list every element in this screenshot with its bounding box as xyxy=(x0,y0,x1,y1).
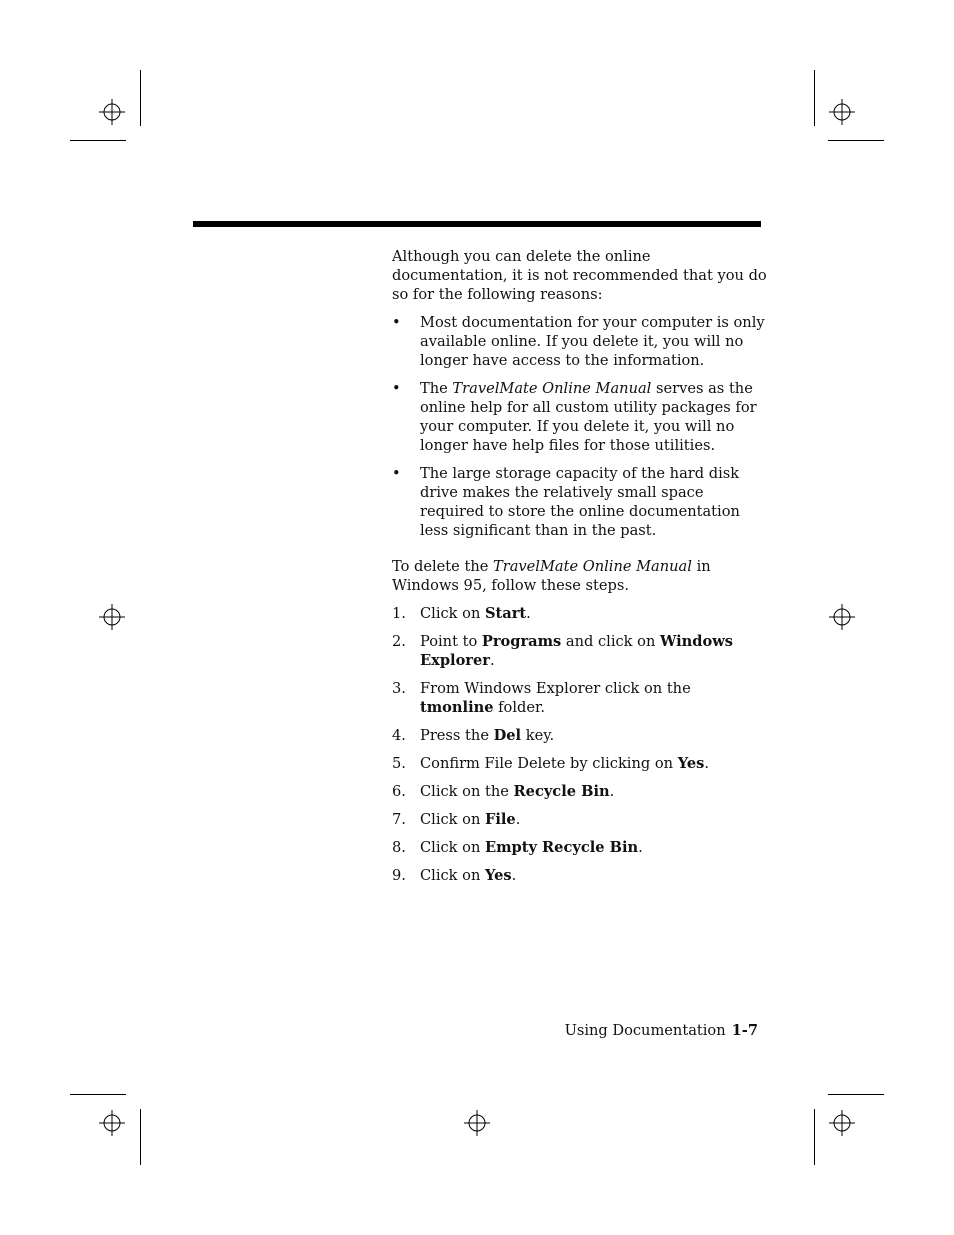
step-item: 4. Press the Del key. xyxy=(392,727,555,744)
step-number: 4. xyxy=(392,727,406,744)
crop-mark xyxy=(70,140,126,141)
crop-mark xyxy=(70,1094,126,1095)
list-item: • Most documentation for your computer is only available online. If you delete it, you will no longer have access to the information. xyxy=(392,314,765,369)
registration-mark-icon xyxy=(829,604,855,630)
step-number: 6. xyxy=(392,783,406,800)
step-item: 1. Click on Start. xyxy=(392,605,531,622)
body-text xyxy=(392,247,767,894)
crop-mark xyxy=(828,140,884,141)
manual-title: TravelMate Online Manual xyxy=(493,558,692,575)
bullet-icon: • xyxy=(392,314,401,331)
footer-section-title: Using Documentation xyxy=(564,1022,726,1039)
registration-mark-icon xyxy=(99,1110,125,1136)
step-item: 8. Click on Empty Recycle Bin. xyxy=(392,839,643,856)
registration-mark-icon xyxy=(829,1110,855,1136)
step-item: 2. Point to Programs and click on Windows Explorer. xyxy=(392,633,734,669)
crop-mark xyxy=(828,1094,884,1095)
reasons-list xyxy=(392,313,767,540)
steps-list xyxy=(392,604,767,885)
step-item: 7. Click on File. xyxy=(392,811,521,828)
step-item: 9. Click on Yes. xyxy=(392,867,517,884)
step-number: 7. xyxy=(392,811,406,828)
steps-intro: To delete the TravelMate Online Manual in Windows 95, follow these steps. xyxy=(392,558,711,594)
step-number: 3. xyxy=(392,680,406,697)
step-number: 2. xyxy=(392,633,406,650)
bullet-icon: • xyxy=(392,380,401,397)
crop-mark xyxy=(814,70,815,126)
registration-mark-icon xyxy=(99,604,125,630)
step-item: 3. From Windows Explorer click on the tmonline folder. xyxy=(392,680,691,716)
step-item: 6. Click on the Recycle Bin. xyxy=(392,783,615,800)
manual-title: TravelMate Online Manual xyxy=(452,380,652,397)
page-number: 1-7 xyxy=(731,1022,758,1039)
registration-mark-icon xyxy=(829,99,855,125)
step-item: 5. Confirm File Delete by clicking on Yes. xyxy=(392,755,709,772)
bullet-icon: • xyxy=(392,465,401,482)
section-rule xyxy=(193,221,761,227)
crop-mark xyxy=(140,1109,141,1165)
registration-mark-icon xyxy=(99,99,125,125)
list-item: • The large storage capacity of the hard disk drive makes the relatively small space required to store the online documentation less significant than in the past. xyxy=(392,465,740,539)
list-item: • The TravelMate Online Manual serves as the online help for all custom utility packages for your computer. If you delete it, you will no longer have help files for those utilities. xyxy=(392,380,757,454)
step-number: 8. xyxy=(392,839,406,856)
page-footer xyxy=(520,1021,758,1040)
step-number: 9. xyxy=(392,867,406,884)
registration-mark-icon xyxy=(464,1110,490,1136)
step-number: 1. xyxy=(392,605,406,622)
step-number: 5. xyxy=(392,755,406,772)
intro-paragraph: Although you can delete the online documentation, it is not recommended that you do so for the following reasons: xyxy=(392,248,767,303)
crop-mark xyxy=(140,70,141,126)
crop-mark xyxy=(814,1109,815,1165)
